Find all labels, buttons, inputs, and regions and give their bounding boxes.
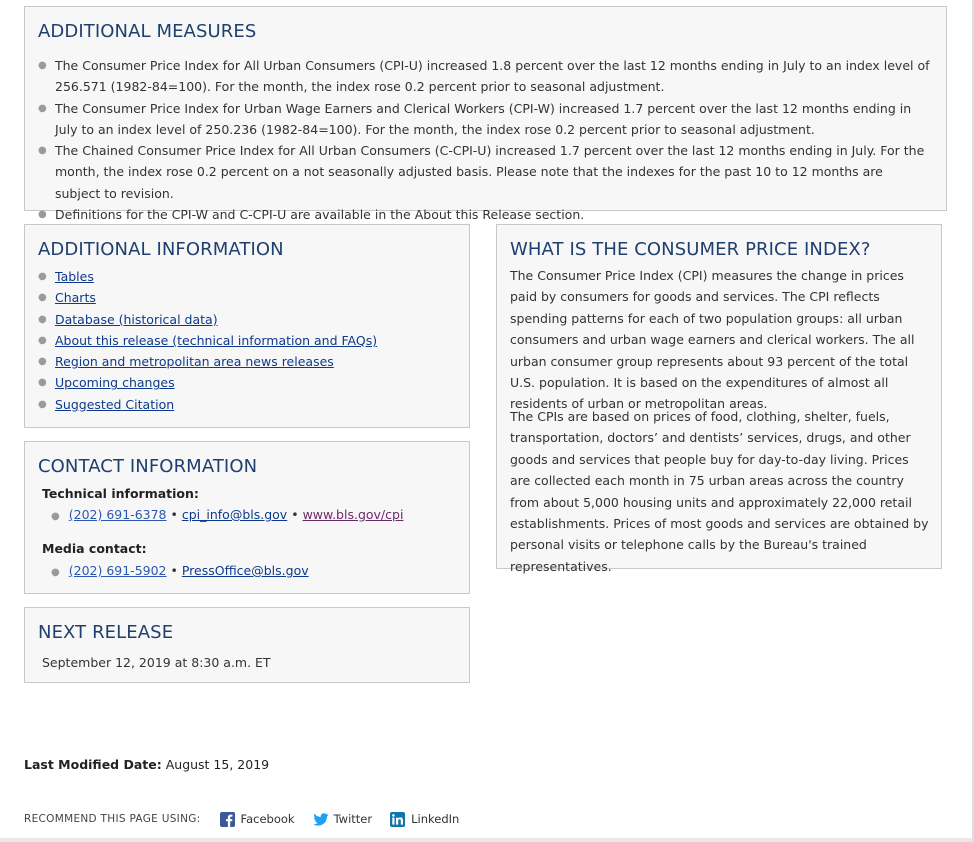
technical-contact-row bbox=[51, 504, 403, 527]
bullet-icon: ● bbox=[38, 271, 47, 282]
what-is-cpi-panel bbox=[496, 224, 942, 574]
cpi-website-link[interactable]: www.bls.gov/cpi bbox=[302, 507, 404, 522]
bullet-icon: ● bbox=[38, 145, 47, 157]
last-modified-value: August 15, 2019 bbox=[165, 757, 270, 772]
twitter-share-button[interactable] bbox=[313, 812, 373, 827]
list-item bbox=[38, 266, 377, 287]
last-modified bbox=[24, 755, 269, 775]
separator: • bbox=[291, 507, 299, 522]
list-item bbox=[38, 394, 377, 415]
what-is-cpi-paragraph-1: The Consumer Price Index (CPI) measures the change in prices paid by consumers for goods and services. The CPI reflects spending patterns for each of two population groups: all urban consumers and urban wage earners and clerical workers. The all urban consumer group represents about 93 percent of the total U.S. population. It is based on the expenditures of almost all residents of urban or metropolitan areas. bbox=[510, 268, 915, 412]
bullet-icon: ● bbox=[38, 334, 47, 346]
bullet-icon: ● bbox=[38, 102, 47, 114]
separator: • bbox=[170, 507, 178, 522]
tables-link[interactable]: Tables bbox=[55, 269, 94, 284]
technical-phone-link[interactable]: (202) 691-6378 bbox=[68, 507, 167, 522]
media-phone-link[interactable]: (202) 691-5902 bbox=[68, 563, 167, 578]
bullet-icon: ● bbox=[38, 292, 47, 304]
list-item bbox=[38, 309, 377, 330]
facebook-share-button[interactable] bbox=[220, 812, 295, 827]
press-office-email-link[interactable]: PressOffice@bls.gov bbox=[181, 563, 309, 578]
bullet-icon: ● bbox=[38, 209, 47, 221]
additional-measures-list bbox=[38, 55, 932, 225]
facebook-label: Facebook bbox=[240, 812, 295, 826]
next-release-title: NEXT RELEASE bbox=[38, 622, 174, 643]
about-release-link[interactable]: About this release (technical information and FAQs) bbox=[55, 332, 378, 348]
list-item bbox=[38, 372, 377, 393]
bullet-icon: ● bbox=[51, 511, 60, 522]
what-is-cpi-title: WHAT IS THE CONSUMER PRICE INDEX? bbox=[510, 239, 871, 260]
suggested-citation-link[interactable]: Suggested Citation bbox=[55, 396, 175, 412]
last-modified-label: Last Modified Date: bbox=[24, 757, 162, 772]
bullet-icon: ● bbox=[38, 398, 47, 410]
media-contact-row bbox=[51, 560, 309, 583]
bullet-icon: ● bbox=[38, 356, 47, 368]
twitter-icon bbox=[313, 812, 328, 827]
twitter-label: Twitter bbox=[333, 812, 373, 826]
list-item: ● The Consumer Price Index for Urban Wage Earners and Clerical Workers (CPI-W) increased 1.7 percent over the last 12 months ending in July to an index level of 250.236 (1982-84=100). For the month, the index rose 0.2 percent prior to seasonal adjustment. bbox=[38, 98, 932, 141]
bullet-icon: ● bbox=[38, 60, 47, 71]
list-item bbox=[38, 287, 377, 308]
bullet-icon: ● bbox=[38, 377, 47, 389]
list-item: ● Definitions for the CPI-W and C-CPI-U are available in the About this Release section. bbox=[38, 204, 932, 225]
additional-information-title: ADDITIONAL INFORMATION bbox=[38, 239, 284, 260]
linkedin-icon bbox=[390, 812, 405, 827]
bullet-icon: ● bbox=[51, 567, 60, 578]
region-releases-link[interactable]: Region and metropolitan area news releases bbox=[55, 354, 334, 370]
what-is-cpi-paragraph-2: The CPIs are based on prices of food, clothing, shelter, fuels, transportation, doctors’ and dentists’ services, drugs, and other goods and services that people buy for day-to-day living. Prices are collected each month in 75 urban areas across the country from about 5,000 housing units and approximately 22,000 retail establishments. Prices of most goods and services are obtained by personal visits or telephone calls by the Bureau's trained representatives. bbox=[510, 409, 929, 574]
contact-information-title: CONTACT INFORMATION bbox=[38, 456, 258, 477]
separator: • bbox=[170, 563, 178, 578]
media-contact-label: Media contact: bbox=[42, 541, 147, 556]
additional-measures-title: ADDITIONAL MEASURES bbox=[38, 21, 257, 42]
linkedin-share-button[interactable] bbox=[390, 812, 459, 827]
recommend-bar bbox=[24, 808, 477, 830]
list-item bbox=[38, 351, 377, 372]
list-item: ● The Consumer Price Index for All Urban Consumers (CPI-U) increased 1.8 percent over the last 12 months ending in July to an index level of 256.571 (1982-84=100). For the month, the index rose 0.2 percent prior to seasonal adjustment. bbox=[38, 55, 932, 98]
additional-information-panel bbox=[24, 224, 470, 428]
next-release-panel bbox=[24, 607, 470, 683]
charts-link[interactable]: Charts bbox=[55, 290, 96, 306]
bullet-icon: ● bbox=[38, 313, 47, 325]
linkedin-label: LinkedIn bbox=[411, 812, 460, 826]
next-release-date: September 12, 2019 at 8:30 a.m. ET bbox=[42, 655, 271, 670]
page-bottom-divider bbox=[0, 838, 974, 842]
recommend-label: RECOMMEND THIS PAGE USING: bbox=[24, 813, 201, 825]
list-item bbox=[38, 330, 377, 351]
upcoming-changes-link[interactable]: Upcoming changes bbox=[55, 375, 175, 391]
technical-information-label: Technical information: bbox=[42, 486, 199, 501]
database-link[interactable]: Database (historical data) bbox=[55, 311, 218, 327]
technical-email-link[interactable]: cpi_info@bls.gov bbox=[181, 507, 288, 522]
contact-information-panel bbox=[24, 441, 470, 594]
list-item: ● The Chained Consumer Price Index for All Urban Consumers (C-CPI-U) increased 1.7 percent over the last 12 months ending in July. For the month, the index rose 0.2 percent on a not seasonally adjusted basis. Please note that the indexes for the past 10 to 12 months are subject to revision. bbox=[38, 140, 932, 204]
additional-measures-panel bbox=[24, 6, 947, 223]
additional-information-links bbox=[38, 266, 377, 415]
facebook-icon bbox=[220, 812, 235, 827]
